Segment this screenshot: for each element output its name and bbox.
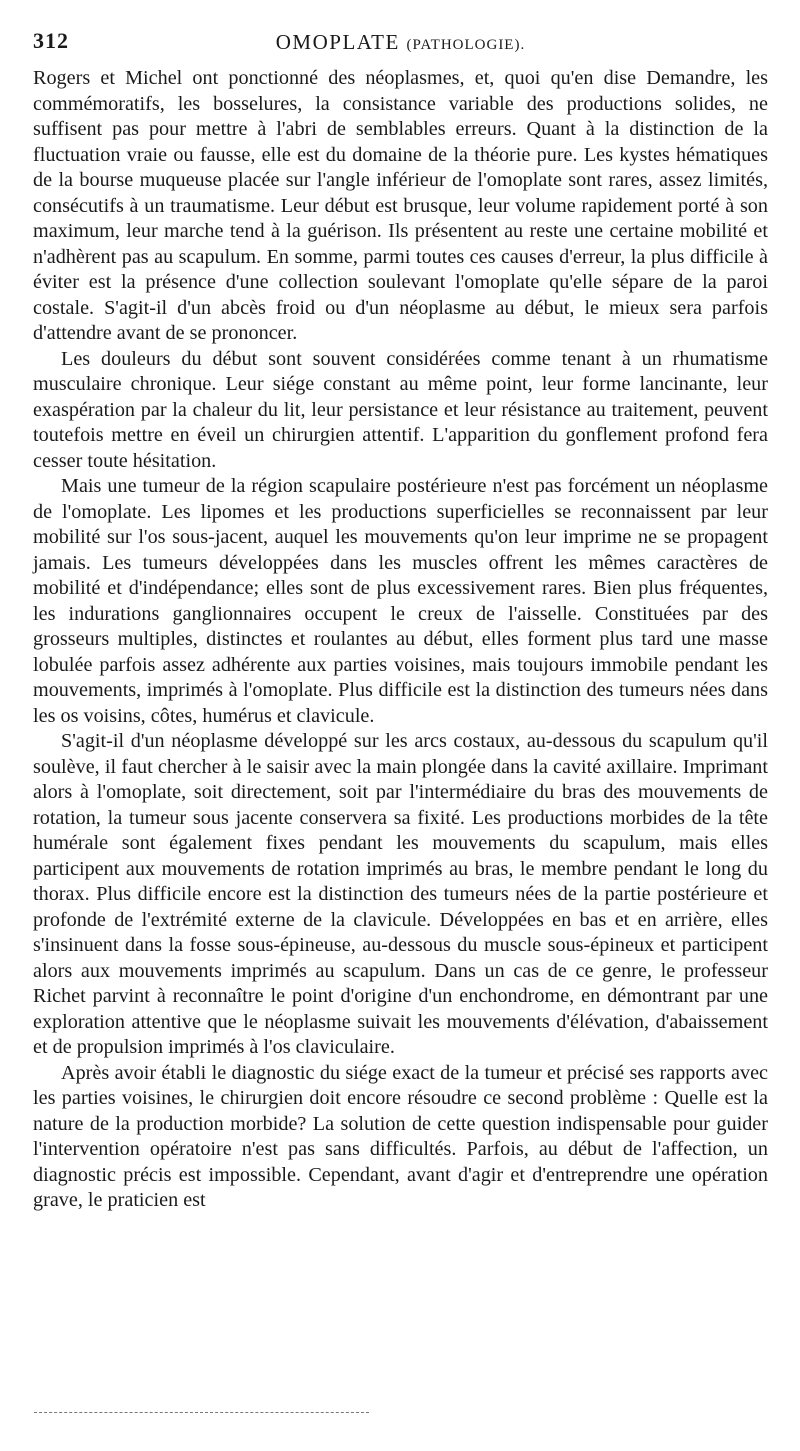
paragraph: Mais une tumeur de la région scapulaire postérieure n'est pas forcément un néoplasme de l'omoplate. Les lipomes et les productions superficielles se reconnaissent par leur mobilité sur l'os sous-jacent, auquel les mouvements qu'on leur imprime ne se propagent jamais. Les tumeurs développées dans les muscles offrent les mêmes caractères de mobilité et d'indépendance; elles sont de plus excessivement rares. Bien plus fréquentes, les indurations ganglionnaires occupent le creux de l'aisselle. Constituées par des grosseurs multiples, distinctes et roulantes au début, elles forment plus tard une masse lobulée parfois assez adhérente aux parties voisines, mais toujours immobile pendant les mouvements, imprimés à l'omoplate. Plus difficile est la distinction des tumeurs nées dans les os voisins, côtes, humérus et clavicule. <box>33 475 768 727</box>
chapter-subtitle: (PATHOLOGIE). <box>406 37 526 53</box>
page-number: 312 <box>33 28 69 53</box>
paragraph: Après avoir établi le diagnostic du siége exact de la tumeur et précisé ses rapports avec les parties voisines, le chirurgien doit encore résoudre ce second problème : Quelle est la nature de la production morbide? La solution de cette question indispensable pour guider l'intervention opératoire n'est pas sans difficultés. Parfois, au début de l'affection, un diagnostic précis est impossible. Cependant, avant d'agir et d'entreprendre une opération grave, le praticien est <box>33 1061 768 1211</box>
chapter-title: OMOPLATE <box>275 30 400 54</box>
body-text <box>33 66 768 1214</box>
footer-rule <box>34 1412 369 1413</box>
running-title <box>33 30 768 55</box>
paragraph: Rogers et Michel ont ponctionné des néoplasmes, et, quoi qu'en dise Demandre, les commémoratifs, les bosselures, la consistance variable des productions solides, ne suffisent pas pour mettre à l'abri de semblables erreurs. Quant à la distinction de la fluctuation vraie ou fausse, elle est du domaine de la théorie pure. Les kystes hématiques de la bourse muqueuse placée sur l'angle inférieur de l'omoplate sont rares, assez limités, consécutifs à un traumatisme. Leur début est brusque, leur volume rapidement porté à son maximum, leur marche tend à la guérison. Ils présentent au reste une certaine mobilité et n'adhèrent pas au scapulum. En somme, parmi toutes ces causes d'erreur, la plus difficile à éviter est la présence d'une collection soulevant l'omoplate qu'elle sépare de la paroi costale. S'agit-il d'un abcès froid ou d'un néoplasme au début, le mieux sera parfois d'attendre avant de se prononcer. <box>33 67 768 344</box>
paragraph: S'agit-il d'un néoplasme développé sur les arcs costaux, au-dessous du scapulum qu'il soulève, il faut chercher à le saisir avec la main plongée dans la cavité axillaire. Imprimant alors à l'omoplate, soit directement, soit par l'intermédiaire du bras des mouvements de rotation, la tumeur sous jacente conservera sa fixité. Les productions morbides de la tête humérale sont également fixes pendant les mouvements du scapulum, mais elles participent aux mouvements de rotation imprimés au bras, le membre pendant le long du thorax. Plus difficile encore est la distinction des tumeurs nées de la partie postérieure et profonde de l'extrémité externe de la clavicule. Développées en bas et en arrière, elles s'insinuent dans la fosse sous-épineuse, au-dessous du muscle sous-épineux et participent alors aux mouvements imprimés au scapulum. Dans un cas de ce genre, le professeur Richet parvint à reconnaître le point d'origine d'un enchondrome, en démontrant par une exploration attentive que le néoplasme suivait les mouvements d'élévation, d'abaissement et de propulsion imprimés à l'os claviculaire. <box>33 730 768 1058</box>
paragraph: Les douleurs du début sont souvent considérées comme tenant à un rhumatisme musculaire chronique. Leur siége constant au même point, leur forme lancinante, leur exaspération par la chaleur du lit, leur persistance et leur résistance au traitement, peuvent toutefois mettre en éveil un chirurgien attentif. L'apparition du gonflement profond fera cesser toute hésitation. <box>33 347 768 472</box>
running-header <box>33 28 768 64</box>
